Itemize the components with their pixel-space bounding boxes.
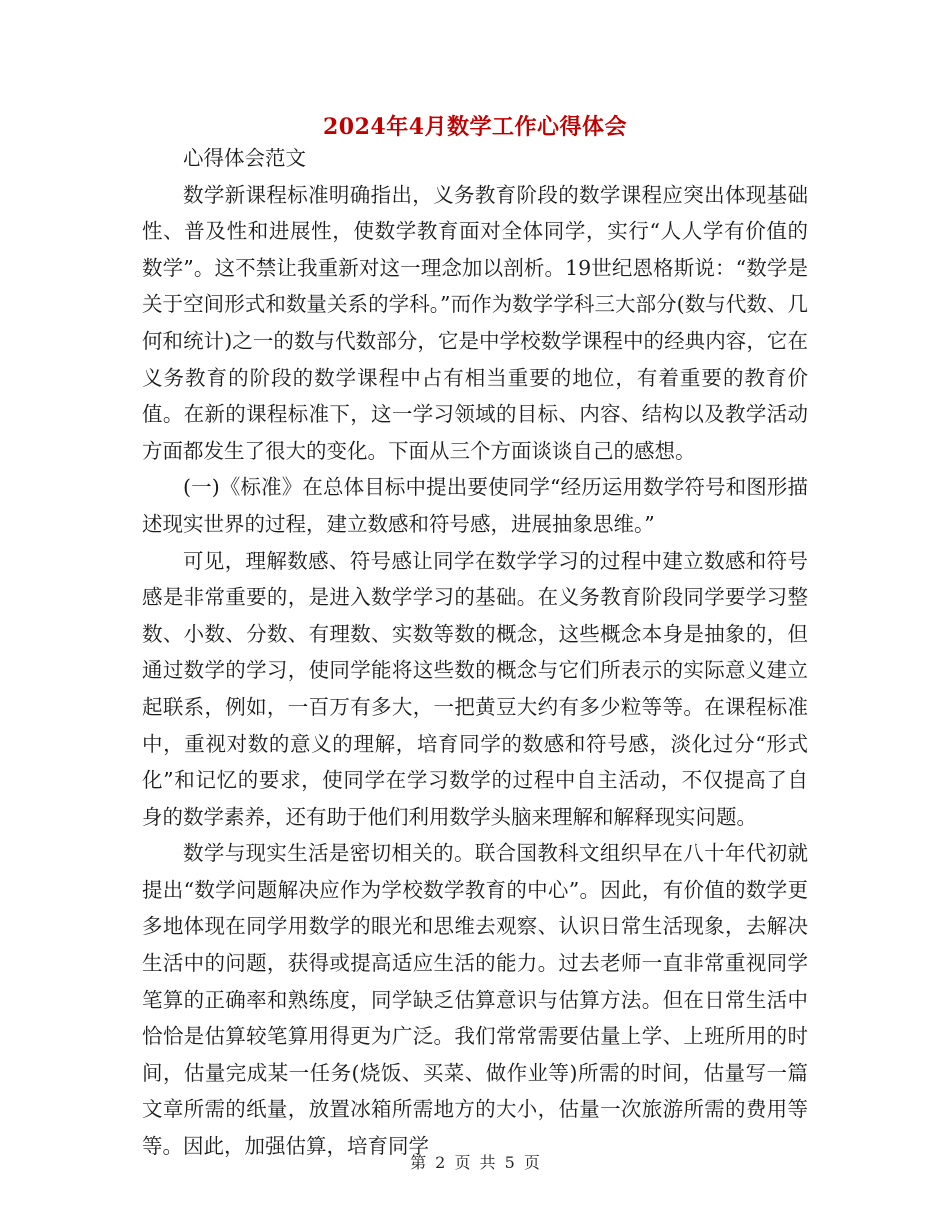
document-title: 2024年4月数学工作心得体会 — [322, 114, 628, 140]
document-body — [142, 140, 808, 1165]
subtitle-paragraph: 心得体会范文 — [183, 146, 306, 170]
body-paragraph: 可见，理解数感、符号感让同学在数学学习的过程中建立数感和符号感是非常重要的，是进入数学学习的基础。在义务教育阶段同学要学习整数、小数、分数、有理数、实数等数的概念，这些概念本身是抽象的，但通过数学的学习，使同学能将这些数的概念与它们所表示的实际意义建立起联系，例如，一百万有多大，一把黄豆大约有多少粒等等。在课程标准中，重视对数的意义的理解，培育同学的数感和符号感，淡化过分“形式化”和记忆的要求，使同学在学习数学的过程中自主活动，不仅提高了自身的数学素养，还有助于他们利用数学头脑来理解和解释现实问题。 — [142, 548, 808, 829]
body-paragraph: (一)《标准》在总体目标中提出要使同学“经历运用数学符号和图形描述现实世界的过程，建立数感和符号感，进展抽象思维。” — [142, 475, 808, 536]
body-paragraph: 数学新课程标准明确指出，义务教育阶段的数学课程应突出体现基础性、普及性和进展性，使数学教育面对全体同学，实行“人人学有价值的数学”。这不禁让我重新对这一理念加以剖析。19世纪恩格斯说：“数学是关于空间形式和数量关系的学科。”而作为数学学科三大部分(数与代数、几何和统计)之一的数与代数部分，它是中学校数学课程中的经典内容，它在义务教育的阶段的数学课程中占有相当重要的地位，有着重要的教育价值。在新的课程标准下，这一学习领域的目标、内容、结构以及教学活动方面都发生了很大的变化。下面从三个方面谈谈自己的感想。 — [142, 182, 808, 463]
page-number-footer: 第 2 页 共 5 页 — [410, 1153, 540, 1172]
body-paragraph: 数学与现实生活是密切相关的。联合国教科文组织早在八十年代初就提出“数学问题解决应作为学校数学教育的中心”。因此，有价值的数学更多地体现在同学用数学的眼光和思维去观察、认识日常生活现象，去解决生活中的问题，获得或提高适应生活的能力。过去老师一直非常重视同学笔算的正确率和熟练度，同学缺乏估算意识与估算方法。但在日常生活中恰恰是估算较笔算用得更为广泛。我们常常需要估量上学、上班所用的时间，估量完成某一任务(烧饭、买菜、做作业等)所需的时间，估量写一篇文章所需的纸量，放置冰箱所需地方的大小，估量一次旅游所需的费用等等。因此，加强估算，培育同学 — [142, 841, 808, 1159]
